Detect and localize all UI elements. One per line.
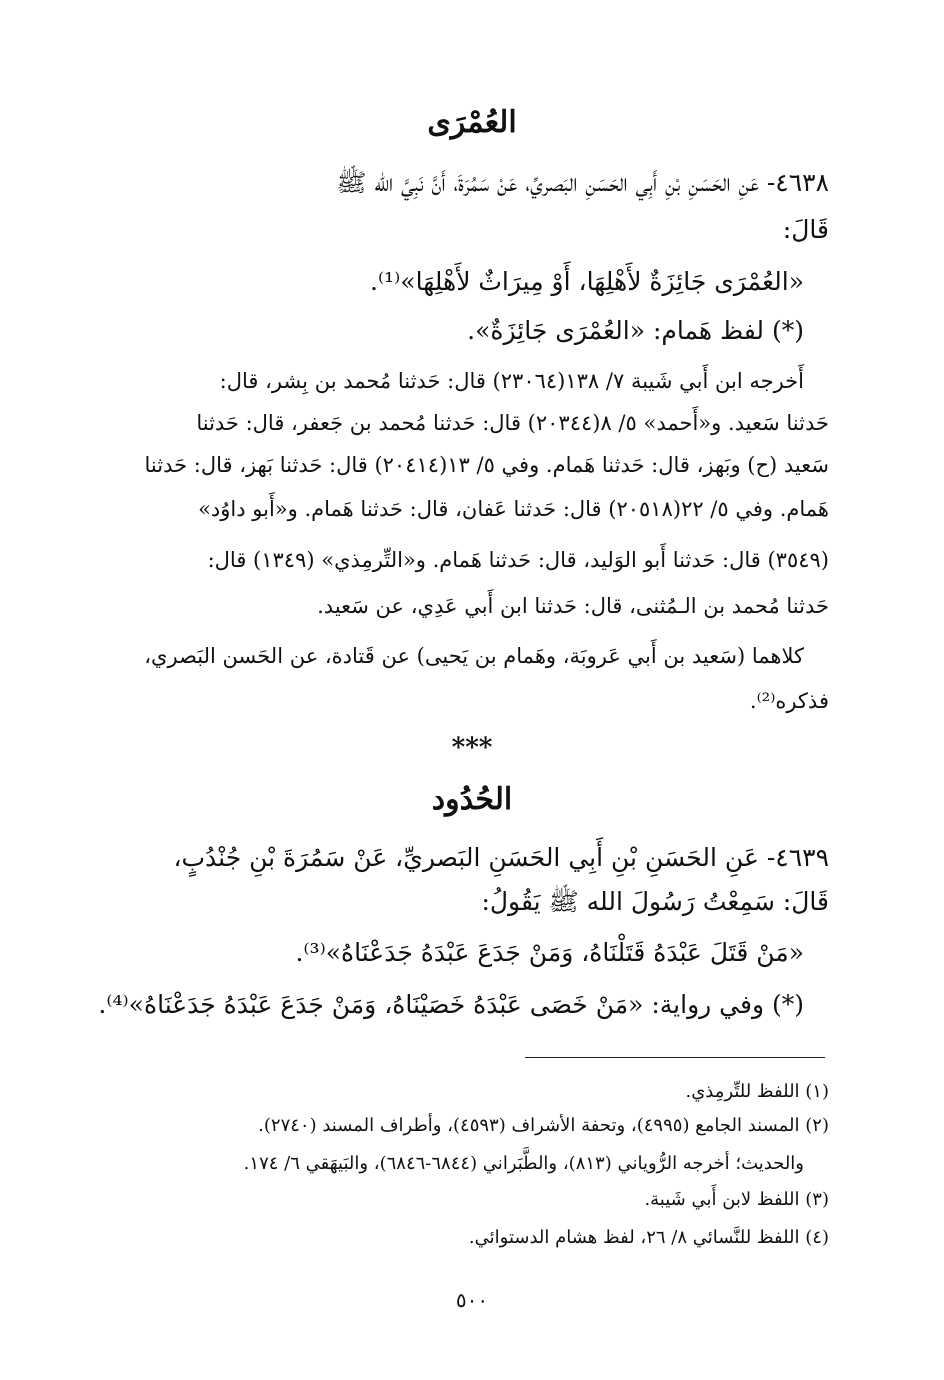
takhrij-line-2: حَدثنا سَعيد. و«أَحمد» ٥/ ٨(٢٠٣٤٤) قال: حَدثنا مُحمد بن جَعفر، قال: حَدثنا <box>196 411 829 435</box>
closing-line-1: كلاهما (سَعيد بن أَبي عَروبَة، وهَمام بن يَحيى) عن قَتادة، عن الحَسن البَصري، <box>144 644 804 668</box>
hadith-4639-variant-note: (*) وفي رواية: «مَنْ خَصَى عَبْدَهُ خَصَيْنَاهُ، وَمَنْ جَدَعَ عَبْدَهُ جَدَعْنَاهُ»⁽⁴⁾. <box>98 990 804 1019</box>
footnote-2: (٢) المسند الجامع (٤٩٩٥)، وتحفة الأشراف (٤٥٩٣)، وأطراف المسند (٢٧٤٠). <box>258 1115 829 1136</box>
hadith-4639-line-2: قَالَ: سَمِعْتُ رَسُولَ الله ﷺ يَقُولُ: <box>481 887 829 916</box>
hadith-4638-line-1: ٤٦٣٨- عَنِ الحَسَنِ بْنِ أَبِي الحَسَنِ البَصريِّ، عَنْ سَمُرَةَ، أَنَّ نَبِيَّ الله ﷺ <box>336 168 829 197</box>
footnote-3: (٣) اللفظ لابن أَبي شَيبة. <box>644 1189 829 1210</box>
hadith-4638-matn: «العُمْرَى جَائِزَةٌ لأَهْلِهَا، أَوْ مِيرَاثٌ لأَهْلِهَا»⁽¹⁾. <box>370 267 804 296</box>
page-number: ٥٠٠ <box>455 1288 489 1312</box>
closing-line-2: فذكره⁽²⁾. <box>749 689 829 713</box>
takhrij-line-4: هَمام. وفي ٥/ ٢٢(٢٠٥١٨) قال: حَدثنا عَفان، قال: حَدثنا هَمام. و«أَبو داوُد» <box>198 497 829 521</box>
takhrij-line-6: حَدثنا مُحمد بن الـمُثنى، قال: حَدثنا ابن أَبي عَدِي، عن سَعيد. <box>317 594 829 618</box>
takhrij-line-3: سَعيد (ح) وبَهز، قال: حَدثنا هَمام. وفي ٥/ ١٣(٢٠٤١٤) قال: حَدثنا بَهز، قال: حَدثنا <box>144 453 829 477</box>
section-heading-hudud: الحُدُود <box>431 782 513 817</box>
footnote-1: (١) اللفظ للتِّرمِذي. <box>685 1081 829 1102</box>
footnote-4: (٤) اللفظ للنَّسائي ٨/ ٢٦، لفظ هشام الدستوائي. <box>468 1227 829 1248</box>
section-separator: *** <box>451 733 493 763</box>
footnote-2-continuation: والحديث؛ أخرجه الرُّوياني (٨١٣)، والطَّبَراني (٦٨٤٤-٦٨٤٦)، والبَيهَقي ٦/ ١٧٤. <box>243 1153 804 1174</box>
hadith-4639-matn: «مَنْ قَتَلَ عَبْدَهُ قَتَلْنَاهُ، وَمَنْ جَدَعَ عَبْدَهُ جَدَعْنَاهُ»⁽³⁾. <box>295 938 804 967</box>
takhrij-line-1: أَخرجه ابن أَبي شَيبة ٧/ ١٣٨(٢٣٠٦٤) قال: حَدثنا مُحمد بن بِشر، قال: <box>219 369 804 393</box>
hadith-4638-variant-note: (*) لفظ هَمام: «العُمْرَى جَائِزَةٌ». <box>467 316 804 345</box>
takhrij-line-5: (٣٥٤٩) قال: حَدثنا أَبو الوَليد، قال: حَدثنا هَمام. و«التِّرمِذي» (١٣٤٩) قال: <box>207 548 829 572</box>
section-heading-umra: العُمْرَى <box>427 105 517 140</box>
footnote-divider <box>525 1057 825 1058</box>
hadith-4638-line-2: قَالَ: <box>782 215 829 244</box>
hadith-4639-line-1: ٤٦٣٩- عَنِ الحَسَنِ بْنِ أَبِي الحَسَنِ البَصريِّ، عَنْ سَمُرَةَ بْنِ جُنْدُبٍ، <box>173 843 829 872</box>
